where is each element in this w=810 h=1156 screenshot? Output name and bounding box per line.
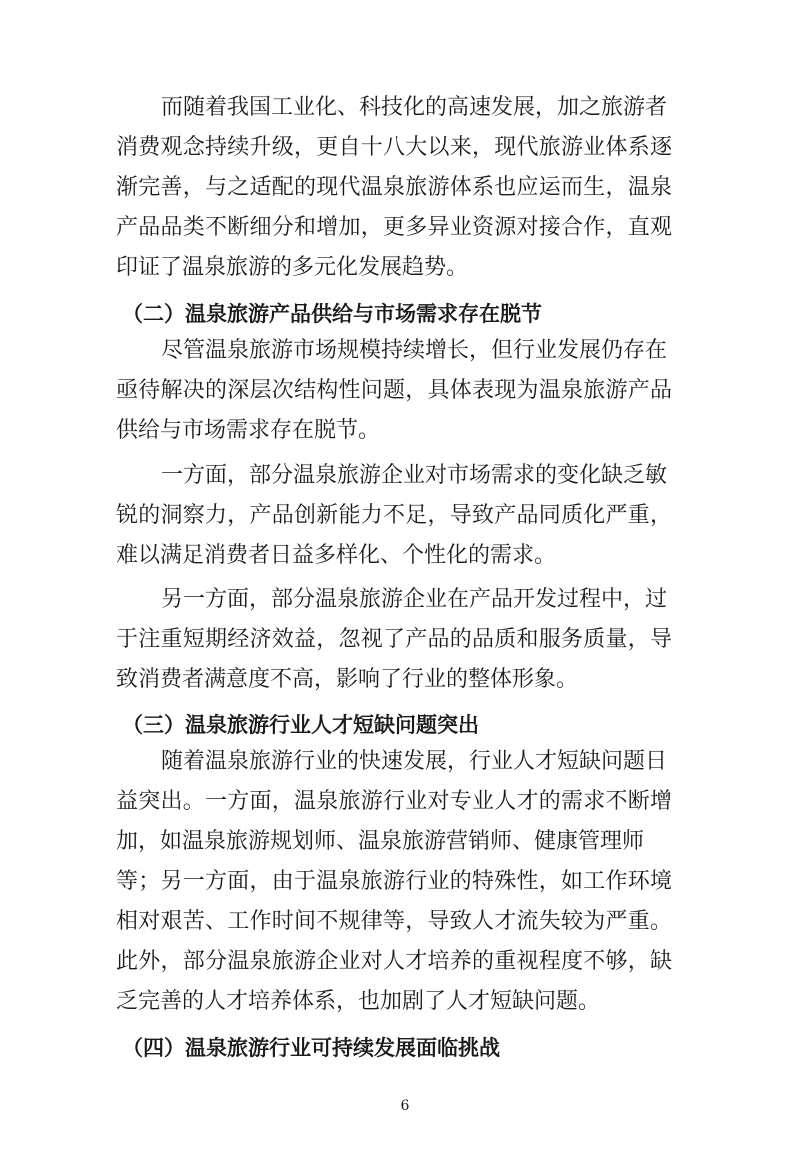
section-heading-4: （四）温泉旅游行业可持续发展面临挑战	[122, 1036, 500, 1060]
paragraph-2-line-3: 供给与市场需求存在脱节。	[116, 418, 381, 443]
paragraph-3-line-3: 难以满足消费者日益多样化、个性化的需求。	[116, 543, 557, 568]
paragraph-1-line-3: 渐完善，与之适配的现代温泉旅游体系也应运而生，温泉	[116, 175, 672, 200]
paragraph-5-line-3: 加，如温泉旅游规划师、温泉旅游营销师、健康管理师	[116, 829, 645, 854]
paragraph-4-line-2: 于注重短期经济效益，忽视了产品的品质和服务质量，导	[116, 627, 672, 652]
paragraph-2-line-2: 亟待解决的深层次结构性问题，具体表现为温泉旅游产品	[116, 378, 672, 403]
section-heading-3: （三）温泉旅游行业人才短缺问题突出	[122, 713, 479, 737]
paragraph-1-line-2: 消费观念持续升级，更自十八大以来，现代旅游业体系逐	[116, 135, 672, 160]
paragraph-1-line-4: 产品品类不断细分和增加，更多异业资源对接合作，直观	[116, 215, 672, 240]
paragraph-1-line-5: 印证了温泉旅游的多元化发展趋势。	[116, 255, 469, 280]
section-heading-2: （二）温泉旅游产品供给与市场需求存在脱节	[122, 302, 542, 326]
paragraph-3-line-1: 一方面，部分温泉旅游企业对市场需求的变化缺乏敏	[161, 463, 668, 488]
paragraph-5-line-7: 乏完善的人才培养体系，也加剧了人才短缺问题。	[116, 989, 601, 1014]
paragraph-1-line-1: 而随着我国工业化、科技化的高速发展，加之旅游者	[161, 95, 668, 120]
page-number: 6	[400, 1098, 410, 1114]
paragraph-5-line-1: 随着温泉旅游行业的快速发展，行业人才短缺问题日	[161, 749, 668, 774]
paragraph-4-line-1: 另一方面，部分温泉旅游企业在产品开发过程中，过	[161, 587, 668, 612]
paragraph-4-line-3: 致消费者满意度不高，影响了行业的整体形象。	[116, 667, 579, 692]
paragraph-3-line-2: 锐的洞察力，产品创新能力不足，导致产品同质化严重，	[116, 503, 672, 528]
paragraph-5-line-6: 此外，部分温泉旅游企业对人才培养的重视程度不够，缺	[116, 949, 672, 974]
paragraph-5-line-2: 益突出。一方面，温泉旅游行业对专业人才的需求不断增	[116, 789, 672, 814]
paragraph-5-line-4: 等；另一方面，由于温泉旅游行业的特殊性，如工作环境	[116, 869, 672, 894]
paragraph-2-line-1: 尽管温泉旅游市场规模持续增长，但行业发展仍存在	[161, 338, 668, 363]
paragraph-5-line-5: 相对艰苦、工作时间不规律等，导致人才流失较为严重。	[116, 909, 672, 934]
